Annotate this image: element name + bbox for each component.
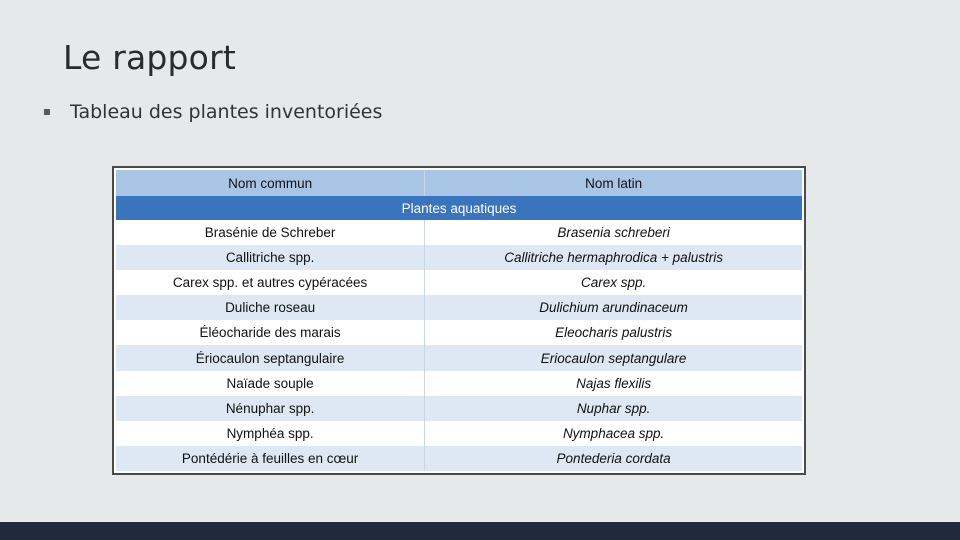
table-row	[116, 295, 802, 320]
header-latin-name: Nom latin	[425, 170, 802, 196]
common-name-cell: Naïade souple	[116, 371, 425, 396]
common-name-cell: Éléocharide des marais	[116, 320, 425, 345]
square-bullet-icon	[44, 109, 50, 115]
section-label: Plantes aquatiques	[116, 196, 802, 220]
table-row	[116, 220, 802, 245]
latin-name-cell: Eleocharis palustris	[425, 320, 802, 345]
section-row	[116, 196, 802, 220]
bottom-bar	[0, 522, 960, 540]
latin-name-cell: Carex spp.	[425, 270, 802, 295]
common-name-cell: Nymphéa spp.	[116, 421, 425, 446]
common-name-cell: Carex spp. et autres cypéracées	[116, 270, 425, 295]
common-name-cell: Brasénie de Schreber	[116, 220, 425, 245]
latin-name-cell: Pontederia cordata	[425, 446, 802, 471]
common-name-cell: Duliche roseau	[116, 295, 425, 320]
table-row	[116, 245, 802, 270]
table-row	[116, 446, 802, 471]
latin-name-cell: Brasenia schreberi	[425, 220, 802, 245]
table-row	[116, 345, 802, 370]
table-row	[116, 421, 802, 446]
common-name-cell: Nénuphar spp.	[116, 396, 425, 421]
latin-name-cell: Najas flexilis	[425, 371, 802, 396]
bullet-text: Tableau des plantes inventoriées	[70, 101, 383, 123]
table-row	[116, 270, 802, 295]
table-header-row	[116, 170, 802, 196]
common-name-cell: Ériocaulon septangulaire	[116, 345, 425, 370]
plants-table-frame	[112, 166, 806, 475]
plants-table	[116, 170, 802, 471]
bullet-item	[44, 101, 382, 123]
table-row	[116, 396, 802, 421]
table-row	[116, 320, 802, 345]
common-name-cell: Pontédérie à feuilles en cœur	[116, 446, 425, 471]
latin-name-cell: Nymphacea spp.	[425, 421, 802, 446]
latin-name-cell: Dulichium arundinaceum	[425, 295, 802, 320]
table-row	[116, 371, 802, 396]
header-common-name: Nom commun	[116, 170, 425, 196]
latin-name-cell: Eriocaulon septangulare	[425, 345, 802, 370]
slide-title: Le rapport	[63, 38, 236, 77]
common-name-cell: Callitriche spp.	[116, 245, 425, 270]
latin-name-cell: Nuphar spp.	[425, 396, 802, 421]
latin-name-cell: Callitriche hermaphrodica + palustris	[425, 245, 802, 270]
